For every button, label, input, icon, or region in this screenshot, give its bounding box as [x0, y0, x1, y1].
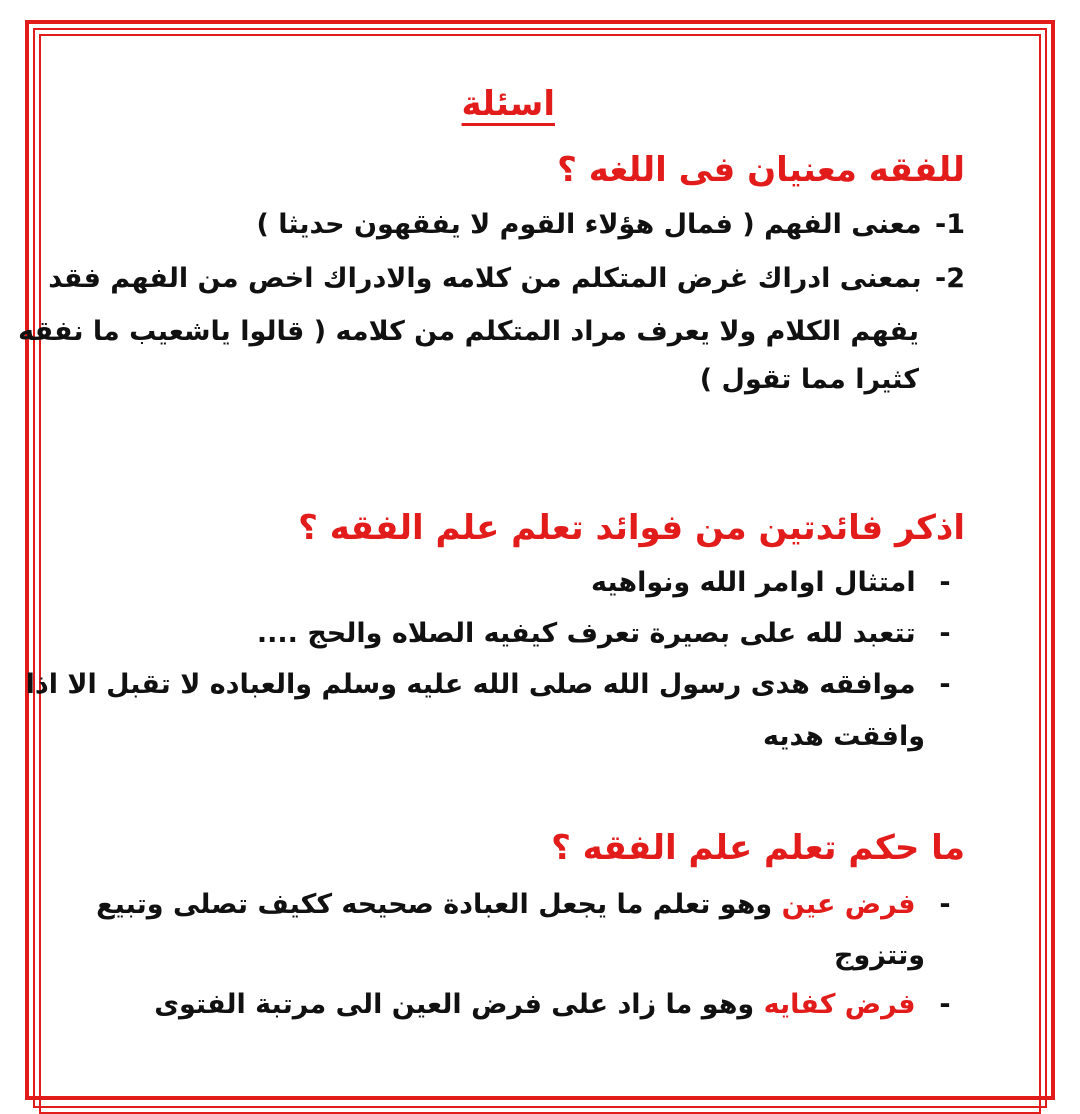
page-title: اسئلة — [461, 84, 555, 124]
item-text: وهو ما زاد على فرض العين الى مرتبة الفتوى — [154, 989, 755, 1020]
answer-1-item-2-line-2: يفهم الكلام ولا يعرف مراد المتكلم من كلامه ( قالوا ياشعيب ما نفقه — [18, 316, 919, 347]
item-number: 1- — [934, 209, 965, 240]
item-text: وهو تعلم ما يجعل العبادة صحيحه ككيف تصلى وتبيع — [96, 889, 773, 920]
bullet: - — [939, 567, 951, 598]
answer-1-item-2-line-3: كثيرا مما تقول ) — [699, 364, 919, 395]
answer-3-item-1 — [96, 888, 965, 922]
answer-2-item-2 — [257, 617, 965, 651]
item-number: 2- — [934, 263, 965, 294]
answer-1-item-2 — [48, 262, 965, 296]
bullet: - — [939, 989, 951, 1020]
document-page — [18, 70, 965, 1060]
term-fard-ayn: فرض عين — [781, 889, 916, 920]
answer-3-item-1-line-2: وتتزوج — [834, 940, 925, 971]
item-text: تتعبد لله على بصيرة تعرف كيفيه الصلاه والحج .... — [256, 618, 916, 649]
bullet: - — [939, 669, 951, 700]
answer-2-item-3 — [26, 668, 965, 702]
bullet: - — [939, 618, 951, 649]
item-text: بمعنى ادراك غرض المتكلم من كلامه والادراك اخص من الفهم فقد — [48, 263, 922, 294]
answer-3-item-2 — [154, 988, 965, 1022]
bullet: - — [939, 889, 951, 920]
question-1: للفقه معنيان فى اللغه ؟ — [557, 150, 965, 190]
answer-2-item-3-line-2: وافقت هديه — [763, 721, 925, 752]
question-3: ما حكم تعلم علم الفقه ؟ — [551, 828, 965, 868]
term-fard-kifaya: فرض كفايه — [763, 989, 916, 1020]
question-2: اذكر فائدتين من فوائد تعلم علم الفقه ؟ — [298, 508, 965, 548]
item-text: معنى الفهم ( فمال هؤلاء القوم لا يفقهون حديثا ) — [256, 209, 922, 240]
item-text: موافقه هدى رسول الله صلى الله عليه وسلم والعباده لا تقبل الا اذا — [25, 669, 916, 700]
item-text: امتثال اوامر الله ونواهيه — [591, 567, 916, 598]
answer-1-item-1 — [256, 208, 965, 242]
answer-2-item-1 — [591, 566, 965, 600]
